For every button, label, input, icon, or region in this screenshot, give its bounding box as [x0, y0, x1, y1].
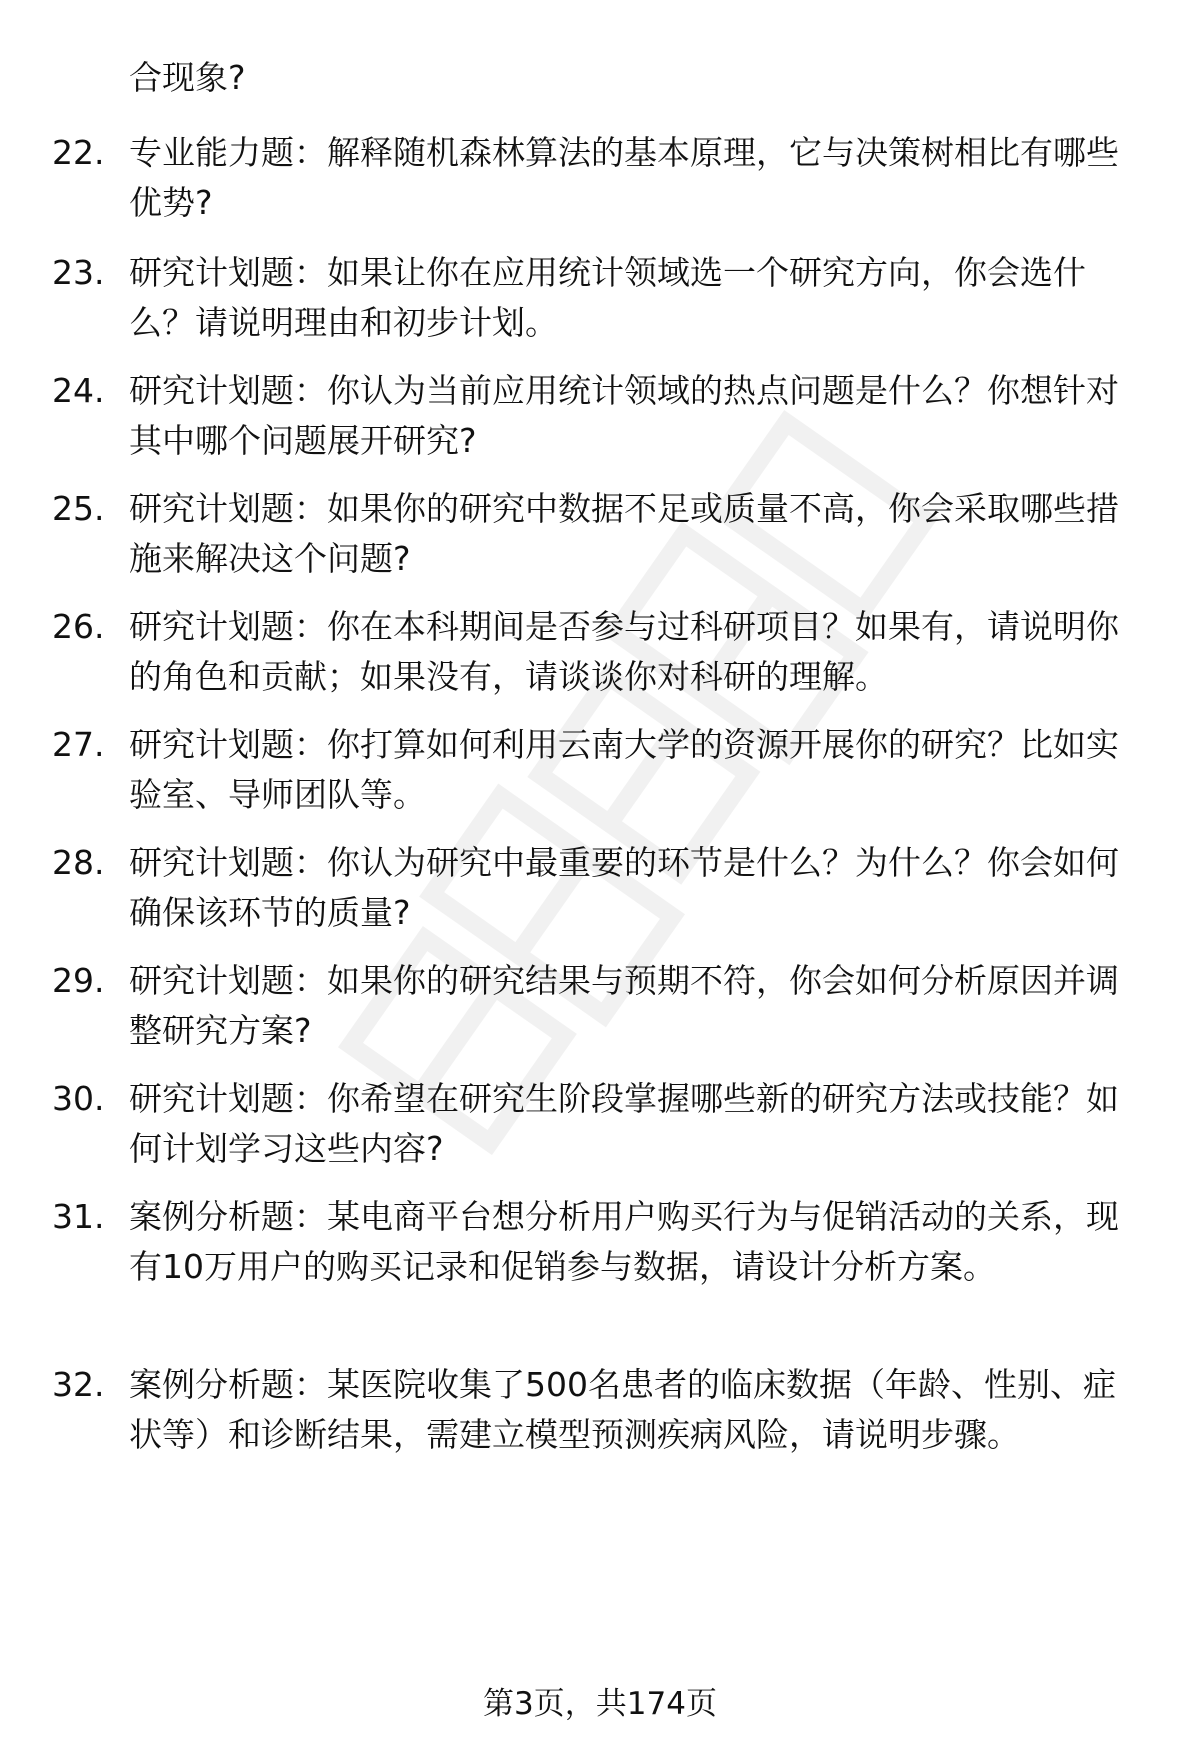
question-number: 31.	[52, 1197, 105, 1236]
question-number: 32.	[52, 1365, 105, 1404]
continued-question-text: 合现象?	[129, 58, 246, 97]
question-number: 25.	[52, 489, 105, 528]
question-number: 26.	[52, 607, 105, 646]
page-footer: 第3页，共174页	[483, 1686, 717, 1722]
question-text: 案例分析题：某电商平台想分析用户购买行为与促销活动的关系，现有10万用户的购买记录和促销参与数据，请设计分析方案。	[129, 1197, 1119, 1286]
question-text: 研究计划题：你在本科期间是否参与过科研项目？如果有，请说明你的角色和贡献；如果没有，请谈谈你对科研的理解。	[129, 607, 1119, 696]
question-text: 案例分析题：某医院收集了500名患者的临床数据（年龄、性别、症状等）和诊断结果，需建立模型预测疾病风险，请说明步骤。	[129, 1365, 1116, 1454]
question-text: 研究计划题：你希望在研究生阶段掌握哪些新的研究方法或技能？如何计划学习这些内容?	[129, 1079, 1119, 1168]
question-number: 23.	[52, 253, 105, 292]
question-number: 30.	[52, 1079, 105, 1118]
question-number: 27.	[52, 725, 105, 764]
question-number: 22.	[52, 133, 105, 172]
question-text: 研究计划题：你打算如何利用云南大学的资源开展你的研究？比如实验室、导师团队等。	[129, 725, 1119, 814]
question-text: 专业能力题：解释随机森林算法的基本原理，它与决策树相比有哪些优势?	[129, 133, 1119, 222]
question-number: 29.	[52, 961, 105, 1000]
question-text: 研究计划题：如果让你在应用统计领域选一个研究方向，你会选什么？请说明理由和初步计划。	[129, 253, 1086, 342]
question-text: 研究计划题：如果你的研究结果与预期不符，你会如何分析原因并调整研究方案?	[129, 961, 1119, 1050]
question-text: 研究计划题：你认为研究中最重要的环节是什么？为什么？你会如何确保该环节的质量?	[129, 843, 1119, 932]
question-text: 研究计划题：你认为当前应用统计领域的热点问题是什么？你想针对其中哪个问题展开研究?	[129, 371, 1119, 460]
question-number: 24.	[52, 371, 105, 410]
question-text: 研究计划题：如果你的研究中数据不足或质量不高，你会采取哪些措施来解决这个问题?	[129, 489, 1119, 578]
question-number: 28.	[52, 843, 105, 882]
